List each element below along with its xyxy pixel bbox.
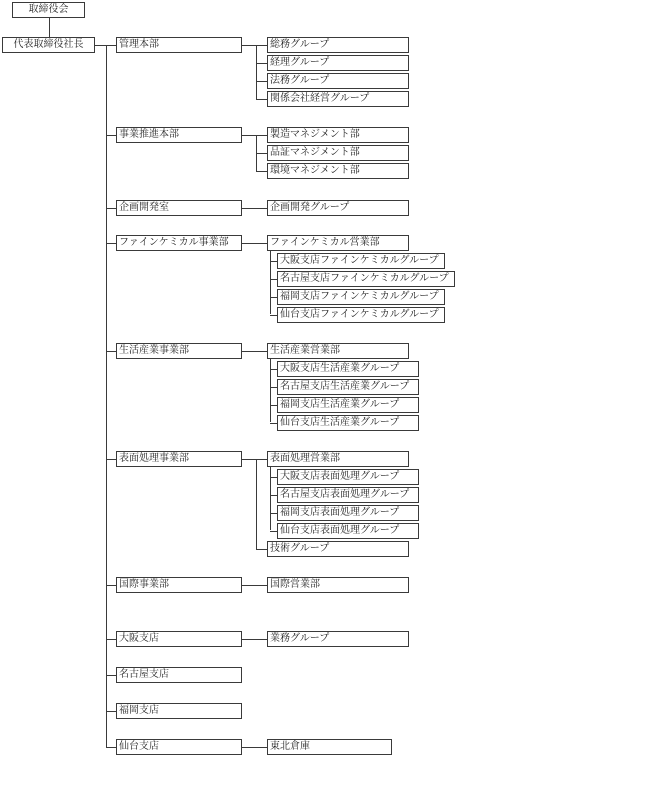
division-to-unit-line [242, 747, 267, 748]
unit-spine-line [256, 45, 257, 100]
group-branch-line [270, 387, 277, 388]
unit-branch-line [256, 171, 267, 172]
division-trunk-line [106, 45, 107, 748]
group-box: 名古屋支店ファインケミカルグループ [277, 271, 455, 287]
division-branch-line [106, 747, 116, 748]
unit-branch-line [256, 549, 267, 550]
group-box: 仙台支店生活産業グループ [277, 415, 419, 431]
division-box: 仙台支店 [116, 739, 242, 755]
division-to-unit-line [242, 45, 267, 46]
division-box: 表面処理事業部 [116, 451, 242, 467]
group-branch-line [270, 495, 277, 496]
group-branch-line [270, 279, 277, 280]
division-to-unit-line [242, 639, 267, 640]
division-branch-line [106, 243, 116, 244]
unit-box: 企画開発グループ [267, 200, 409, 216]
division-to-unit-line [242, 135, 267, 136]
unit-box: 総務グループ [267, 37, 409, 53]
unit-box: 環境マネジメント部 [267, 163, 409, 179]
division-box: 管理本部 [116, 37, 242, 53]
division-branch-line [106, 45, 116, 46]
group-box: 大阪支店生活産業グループ [277, 361, 419, 377]
unit-box: 経理グループ [267, 55, 409, 71]
division-box: 生活産業事業部 [116, 343, 242, 359]
division-box: 事業推進本部 [116, 127, 242, 143]
unit-box: 業務グループ [267, 631, 409, 647]
group-branch-line [270, 297, 277, 298]
group-box: 仙台支店表面処理グループ [277, 523, 419, 539]
group-branch-line [270, 531, 277, 532]
group-box: 福岡支店ファインケミカルグループ [277, 289, 445, 305]
unit-box: 生活産業営業部 [267, 343, 409, 359]
division-branch-line [106, 711, 116, 712]
division-branch-line [106, 639, 116, 640]
unit-spine-line [256, 459, 257, 550]
division-box: 名古屋支店 [116, 667, 242, 683]
unit-box: 製造マネジメント部 [267, 127, 409, 143]
group-branch-line [270, 513, 277, 514]
group-branch-line [270, 477, 277, 478]
unit-box: ファインケミカル営業部 [267, 235, 409, 251]
division-branch-line [106, 675, 116, 676]
division-to-unit-line [242, 351, 267, 352]
president-box: 代表取締役社長 [2, 37, 95, 53]
unit-box: 国際営業部 [267, 577, 409, 593]
unit-box: 技術グループ [267, 541, 409, 557]
group-branch-line [270, 405, 277, 406]
division-box: 福岡支店 [116, 703, 242, 719]
division-box: 国際事業部 [116, 577, 242, 593]
division-branch-line [106, 135, 116, 136]
division-to-unit-line [242, 459, 267, 460]
division-to-unit-line [242, 585, 267, 586]
unit-branch-line [256, 81, 267, 82]
division-branch-line [106, 351, 116, 352]
unit-box: 法務グループ [267, 73, 409, 89]
division-branch-line [106, 585, 116, 586]
unit-box: 品証マネジメント部 [267, 145, 409, 161]
unit-box: 表面処理営業部 [267, 451, 409, 467]
unit-branch-line [256, 153, 267, 154]
division-to-unit-line [242, 208, 267, 209]
unit-branch-line [256, 63, 267, 64]
board-box: 取締役会 [12, 2, 85, 18]
group-box: 大阪支店表面処理グループ [277, 469, 419, 485]
group-box: 仙台支店ファインケミカルグループ [277, 307, 445, 323]
division-box: ファインケミカル事業部 [116, 235, 242, 251]
unit-branch-line [256, 99, 267, 100]
group-branch-line [270, 369, 277, 370]
unit-box: 関係会社経営グループ [267, 91, 409, 107]
group-box: 福岡支店生活産業グループ [277, 397, 419, 413]
division-branch-line [106, 208, 116, 209]
division-box: 大阪支店 [116, 631, 242, 647]
group-box: 名古屋支店生活産業グループ [277, 379, 419, 395]
group-branch-line [270, 261, 277, 262]
group-box: 福岡支店表面処理グループ [277, 505, 419, 521]
division-box: 企画開発室 [116, 200, 242, 216]
unit-box: 東北倉庫 [267, 739, 392, 755]
group-branch-line [270, 423, 277, 424]
division-branch-line [106, 459, 116, 460]
division-to-unit-line [242, 243, 267, 244]
group-box: 名古屋支店表面処理グループ [277, 487, 419, 503]
group-box: 大阪支店ファインケミカルグループ [277, 253, 445, 269]
board-to-president-line [49, 18, 50, 37]
group-branch-line [270, 315, 277, 316]
